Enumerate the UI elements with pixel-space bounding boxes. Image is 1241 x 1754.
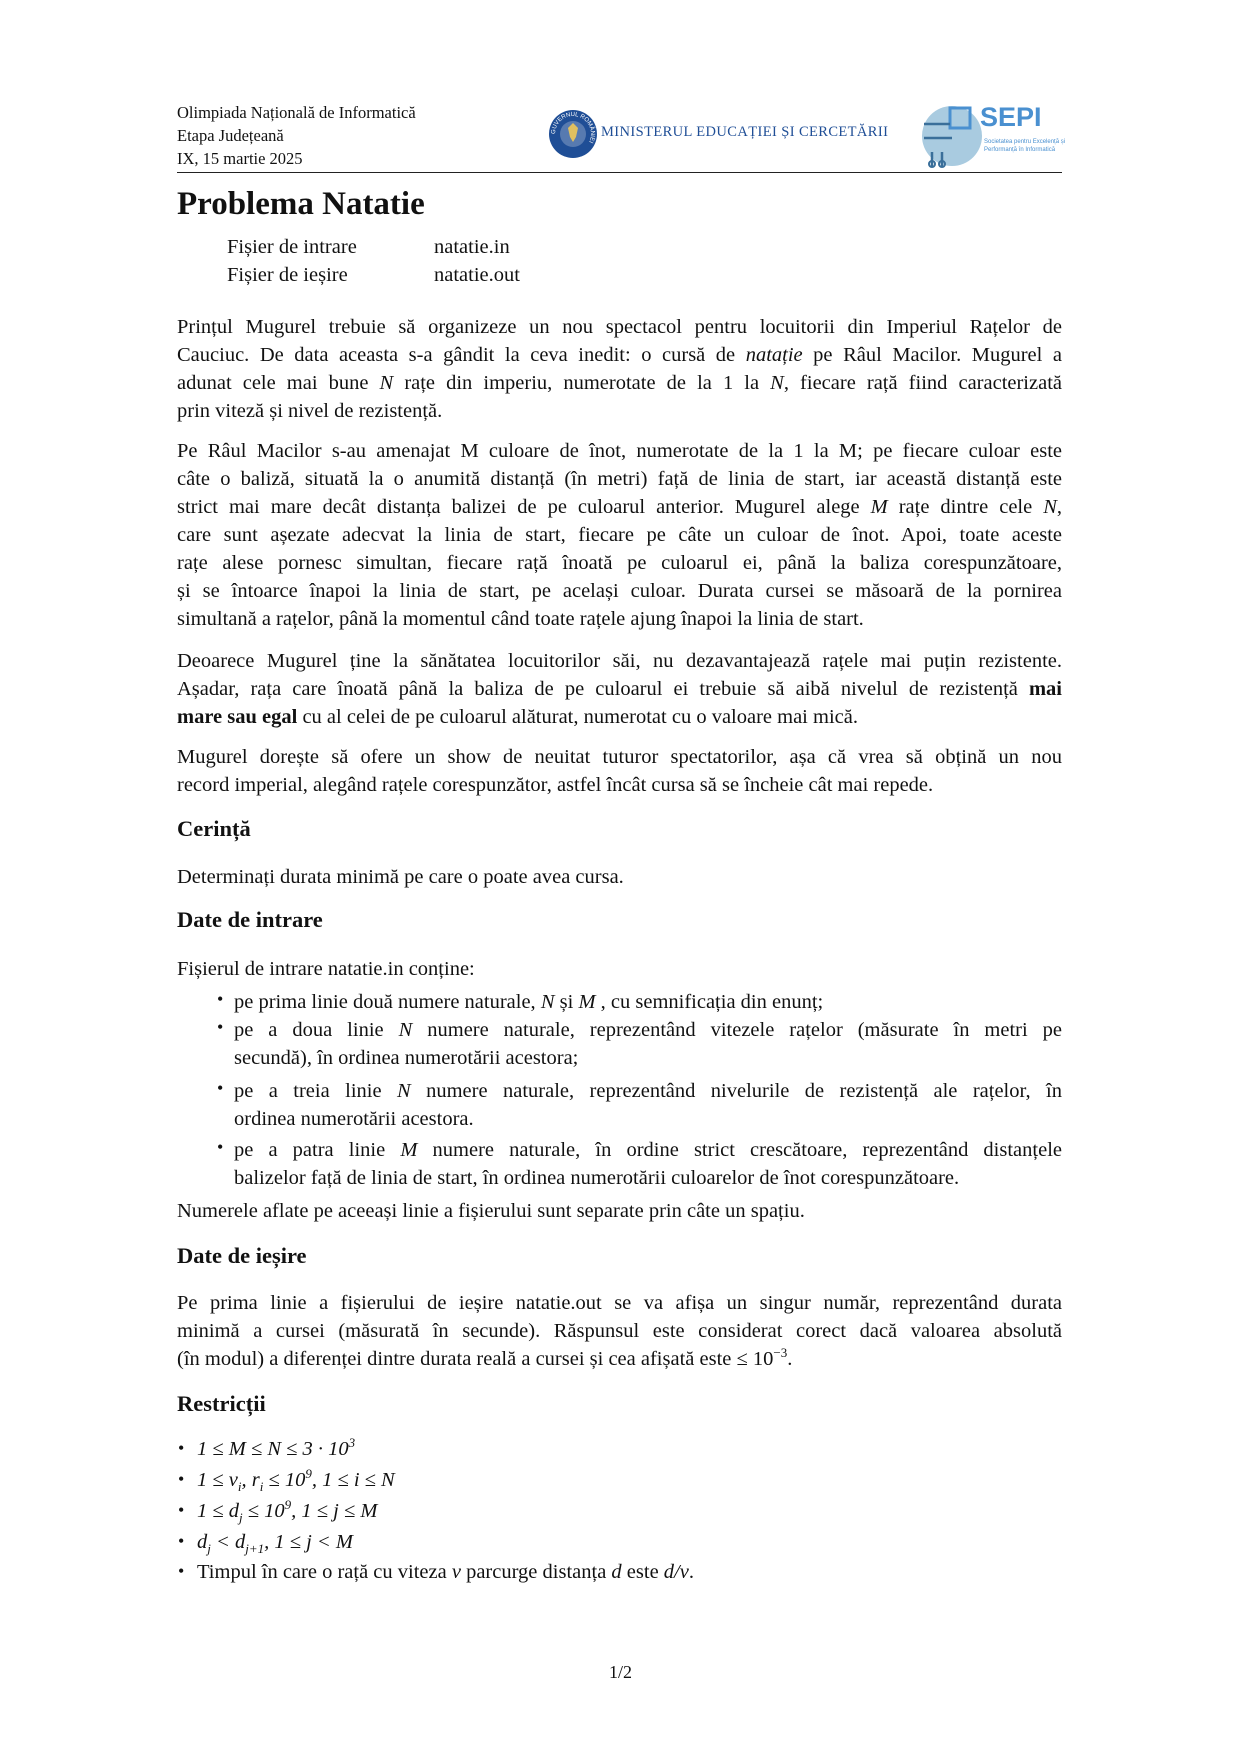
text-line: adunat cele mai bune N rațe din imperiu, numerotate de la 1 la N, fiecare rață fiind caracterizată (177, 372, 1062, 394)
section-heading-restrictions: Restricții (177, 1391, 266, 1416)
page-title: Problema Natatie (177, 186, 425, 222)
header-line-2: Etapa Județeană (177, 126, 284, 145)
bullet-icon: • (217, 1137, 224, 1157)
bullet-icon: • (217, 1078, 224, 1098)
bullet-icon: • (178, 1469, 185, 1489)
input-file-value: natatie.in (434, 236, 510, 258)
header-competition (177, 101, 416, 170)
seal-text-path: GUVERNUL ROMÂNIEI (550, 111, 596, 144)
section-heading-output: Date de ieșire (177, 1243, 307, 1268)
sepi-logo (920, 104, 1065, 168)
input-intro: Fișierul de intrare natatie.in conține: (177, 958, 475, 980)
section-heading-input: Date de intrare (177, 907, 323, 932)
text-line: Deoarece Mugurel ține la sănătatea locuitorilor săi, nu dezavantajează rațele mai puțin rezistente. (177, 650, 1062, 672)
text-line: care sunt așezate adecvat la linia de start, fiecare pe câte un culoar de înot. Apoi, toate aceste (177, 524, 1062, 546)
cerinta-text: Determinați durata minimă pe care o poate avea cursa. (177, 866, 624, 888)
list-item-continuation: balizelor față de linia de start, în ordinea numerotării culoarelor de înot corespunzătoare. (234, 1167, 960, 1189)
text-line: prin viteză și nivel de rezistență. (177, 400, 443, 422)
ministry-name: MINISTERUL EDUCAȚIEI ȘI CERCETĂRII (601, 124, 889, 140)
sepi-subtitle (984, 138, 1065, 154)
list-item-continuation: ordinea numerotării acestora. (234, 1108, 474, 1130)
text-line: (în modul) a diferenței dintre durata reală a cursei și cea afișată este ≤ $10^{-3}$. (177, 1345, 793, 1370)
text-line: și se întoarce înapoi la linia de start, pe același culoar. Durata cursei se măsoară de la pornirea (177, 580, 1062, 602)
text-line: strict mai mare decât distanța balizei de pe culoarul anterior. Mugurel alege M rațe dintre cele N, (177, 496, 1063, 518)
bullet-icon: • (217, 989, 224, 1009)
list-item: pe a treia linie N numere naturale, reprezentând nivelurile de rezistență ale rațelor, în (234, 1080, 1062, 1102)
text-line: Așadar, rața care înoată până la baliza de pe culoarul ei trebuie să aibă nivelul de rezistență mai (177, 678, 1062, 700)
government-seal-icon (547, 108, 599, 160)
restriction-item: $1 \le M \le N \le 3 \cdot 10^3$ (197, 1435, 356, 1460)
text-line: Pe prima linie a fișierului de ieșire natatie.out se va afișa un singur număr, reprezentând durata (177, 1292, 1062, 1314)
text-line: Pe Râul Macilor s-au amenajat M culoare de înot, numerotate de la 1 la M; pe fiecare culoar este (177, 440, 1062, 462)
text-line: Cauciuc. De data aceasta s-a gândit la ceva inedit: o cursă de natație pe Râul Macilor. Mugurel a (177, 344, 1062, 366)
section-heading-cerinta: Cerință (177, 816, 251, 841)
text-line: record imperial, alegând rațele corespunzător, astfel încât cursa să se încheie cât mai repede. (177, 774, 934, 796)
text-line: rațe alese pornesc simultan, fiecare rață înoată pe culoarul ei, până la baliza corespunzătoare, (177, 552, 1062, 574)
restriction-item: $d_j < d_{j+1}$, 1 ≤ j < M (197, 1531, 353, 1557)
output-file-label: Fișier de ieșire (227, 264, 348, 286)
restriction-item: $1 \le d_j \le 10^9$, 1 ≤ j ≤ M (197, 1497, 378, 1526)
restriction-item: $1 \le v_i$, $r_i \le 10^9$, 1 ≤ i ≤ N (197, 1466, 395, 1495)
text-line: minimă a cursei (măsurată în secunde). Răspunsul este considerat corect dacă valoarea absolută (177, 1320, 1062, 1342)
page-number: 1/2 (608, 1662, 632, 1682)
header-line-3: IX, 15 martie 2025 (177, 149, 303, 168)
output-file-value: natatie.out (434, 264, 520, 286)
bullet-icon: • (178, 1531, 185, 1551)
header-line-1: Olimpiada Națională de Informatică (177, 103, 416, 122)
text-line: câte o baliză, situată la o anumită distanță (în metri) față de linia de start, iar această distanță este (177, 468, 1062, 490)
text-line: Prințul Mugurel trebuie să organizeze un nou spectacol pentru locuitorii din Imperiul Rațelor de (177, 316, 1062, 338)
sepi-logo-text: SEPI (980, 102, 1042, 132)
bullet-icon: • (178, 1500, 185, 1520)
list-item: pe prima linie două numere naturale, N și M , cu semnificația din enunț; (234, 991, 824, 1013)
list-item: pe a doua linie N numere naturale, reprezentând vitezele rațelor (măsurate în metri pe (234, 1019, 1062, 1041)
text-line: simultană a rațelor, până la momentul când toate rațele ajung înapoi la linia de start. (177, 608, 864, 630)
sepi-subtitle-1: Societatea pentru Excelență și (984, 139, 1066, 145)
text-line: Mugurel dorește să ofere un show de neuitat tuturor spectatorilor, așa că vrea să obțină un nou (177, 746, 1062, 768)
list-item-continuation: secundă), în ordinea numerotării acestora; (234, 1047, 579, 1069)
bullet-icon: • (178, 1438, 185, 1458)
sepi-subtitle-2: Performanță în Informatică (984, 147, 1056, 153)
bullet-icon: • (178, 1561, 185, 1581)
header-divider (177, 172, 1062, 173)
list-item: pe a patra linie M numere naturale, în ordine strict crescătoare, reprezentând distanțele (234, 1139, 1062, 1161)
input-note: Numerele aflate pe aceeași linie a fișierului sunt separate prin câte un spațiu. (177, 1200, 805, 1222)
input-file-label: Fișier de intrare (227, 236, 357, 258)
restriction-item: Timpul în care o rață cu viteza v parcurge distanța d este d/v. (197, 1561, 694, 1583)
bullet-icon: • (217, 1017, 224, 1037)
text-line: mare sau egal cu al celei de pe culoarul alăturat, numerotat cu o valoare mai mică. (177, 706, 858, 728)
